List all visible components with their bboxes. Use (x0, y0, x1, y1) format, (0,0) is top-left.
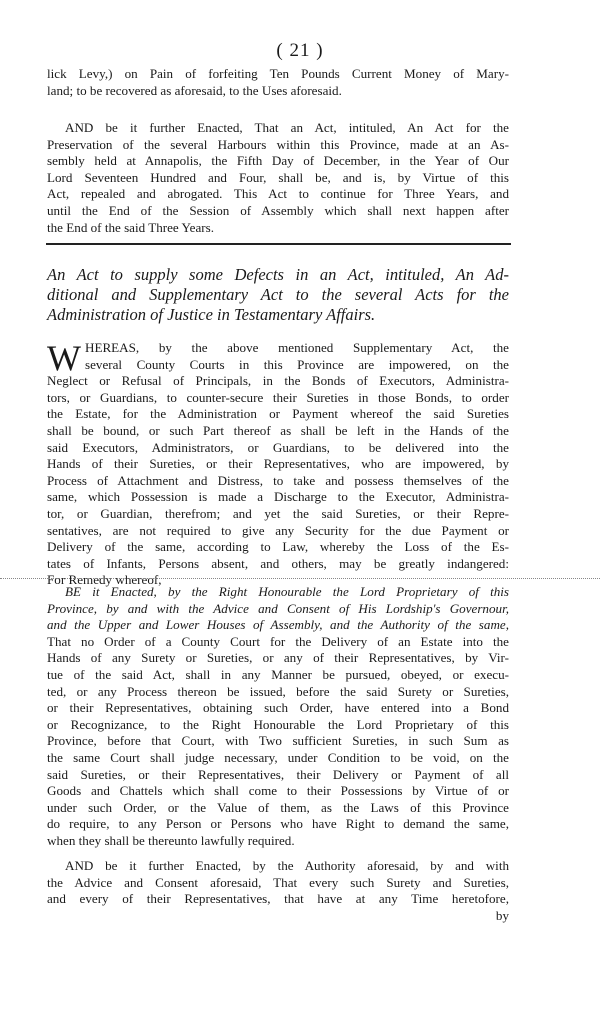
text-line: same, which Possession is made a Discharge to the Executor, Administra- (47, 489, 509, 505)
text-line: sentatives, are not required to give any Security for the due Payment or (47, 522, 509, 538)
text-line: or Recognizance, to the Right Honourable the Lord Proprietary of this (47, 716, 509, 732)
section-divider (46, 243, 511, 245)
scan-fold-line (0, 578, 600, 579)
text-line: and the Upper and Lower Houses of Assembly, and the Authority of the same, (47, 617, 509, 633)
text-line: the Advice and Consent aforesaid, That every such Surety and Sureties, (47, 874, 509, 890)
further-paragraph (47, 858, 509, 924)
text-line: Province, by and with the Advice and Consent of His Lordship's Governour, (47, 600, 509, 616)
text-line: AND be it further Enacted, That an Act, intituled, An Act for the (65, 120, 509, 135)
text-line: or their Representatives, obtaining such Order, have entered into a Bond (47, 700, 509, 716)
repeal-paragraph (47, 120, 509, 236)
text-line: That no Order of a County Court for the Delivery of an Estate into the (47, 633, 509, 649)
text-line: tor, or Guardian, therefrom; and yet the said Sureties, or their Repre- (47, 505, 509, 521)
text-line: land; to be recovered as aforesaid, to the Uses aforesaid. (47, 82, 342, 98)
text-line: Lord Seventeen Hundred and Four, shall be, and is, by Virtue of this (47, 169, 509, 185)
text-line: Hands of any Surety or Sureties, or any of their Representatives, by Vir- (47, 650, 509, 666)
text-line: when they shall be thereunto lawfully required. (47, 832, 295, 848)
page-number: ( 21 ) (276, 40, 324, 61)
text-line: until the End of the Session of Assembly which shall next happen after (47, 202, 509, 218)
title-line: ditional and Supplementary Act to the several Acts for the (47, 285, 509, 304)
text-line: Neglect or Refusal of Principals, in the Bonds of Executors, Administra- (47, 373, 509, 389)
intro-paragraph (47, 66, 509, 99)
text-line: Delivery of the same, according to Law, whereby the Loss of the Es- (47, 539, 509, 555)
drop-cap: W (47, 338, 81, 378)
whereas-paragraph (47, 340, 509, 589)
title-line: An Act to supply some Defects in an Act, intituled, An Ad- (47, 265, 509, 284)
text-line: Preservation of the several Harbours within this Province, made at an As- (47, 136, 509, 152)
text-line: under such Order, or the Value of them, as the Laws of this Province (47, 799, 509, 815)
text-line: Process of Attachment and Distress, to take and possess themselves of the (47, 472, 509, 488)
text-line: AND be it further Enacted, by the Authority aforesaid, by and with (65, 858, 509, 873)
text-line: lick Levy,) on Pain of forfeiting Ten Pounds Current Money of Mary- (47, 66, 509, 81)
text-line: BE it Enacted, by the Right Honourable the Lord Proprietary of this (65, 584, 509, 599)
text-line: HEREAS, by the above mentioned Supplementary Act, the (84, 340, 509, 355)
text-line: do require, to any Person or Persons who have Right to demand the same, (47, 816, 509, 832)
text-line: the End of the said Three Years. (47, 219, 215, 235)
text-line: ted, or any Process thereon be issued, before the said Surety or Sureties, (47, 683, 509, 699)
text-line: Act, repealed and abrogated. This Act to continue for Three Years, and (47, 186, 509, 202)
title-line: Administration of Justice in Testamentary Affairs. (47, 305, 376, 324)
text-line: the same Court shall judge necessary, under Condition to be void, on the (47, 749, 509, 765)
text-line: sembly held at Annapolis, the Fifth Day of December, in the Year of Our (47, 153, 509, 169)
text-line: said Executors, Administrators, or Guardians, to be delivered into the (47, 439, 509, 455)
text-line: Goods and Chattels which shall come to their Possessions by Virtue of or (47, 783, 509, 799)
text-line: said Sureties, or their Representatives, their Delivery or Payment of all (47, 766, 509, 782)
text-line: Hands of their Sureties, or their Representatives, who are impowered, by (47, 456, 509, 472)
text-line: several County Courts in this Province are impowered, on the (84, 356, 509, 372)
text-line: and every of their Representatives, that have at any Time heretofore, (47, 891, 509, 907)
text-line: shall be bound, or such Part thereof as shall be left in the Hands of the (47, 422, 509, 438)
text-line: Province, before that Court, with Two sufficient Sureties, in such Sum as (47, 733, 509, 749)
text-line: For Remedy whereof, (47, 572, 162, 588)
catchword: by (495, 907, 509, 923)
act-title (47, 265, 509, 325)
text-line: the Estate, for the Administration or Payment whereof the said Sureties (47, 406, 509, 422)
enacting-paragraph (47, 584, 509, 850)
text-line: tue of the said Act, shall in any Manner be pursued, obeyed, or execu- (47, 666, 509, 682)
text-line: tates of Infants, Persons absent, and others, may be greatly indangered: (47, 555, 509, 571)
text-line: tors, or Guardians, to counter-secure their Sureties in those Bonds, to order (47, 389, 509, 405)
